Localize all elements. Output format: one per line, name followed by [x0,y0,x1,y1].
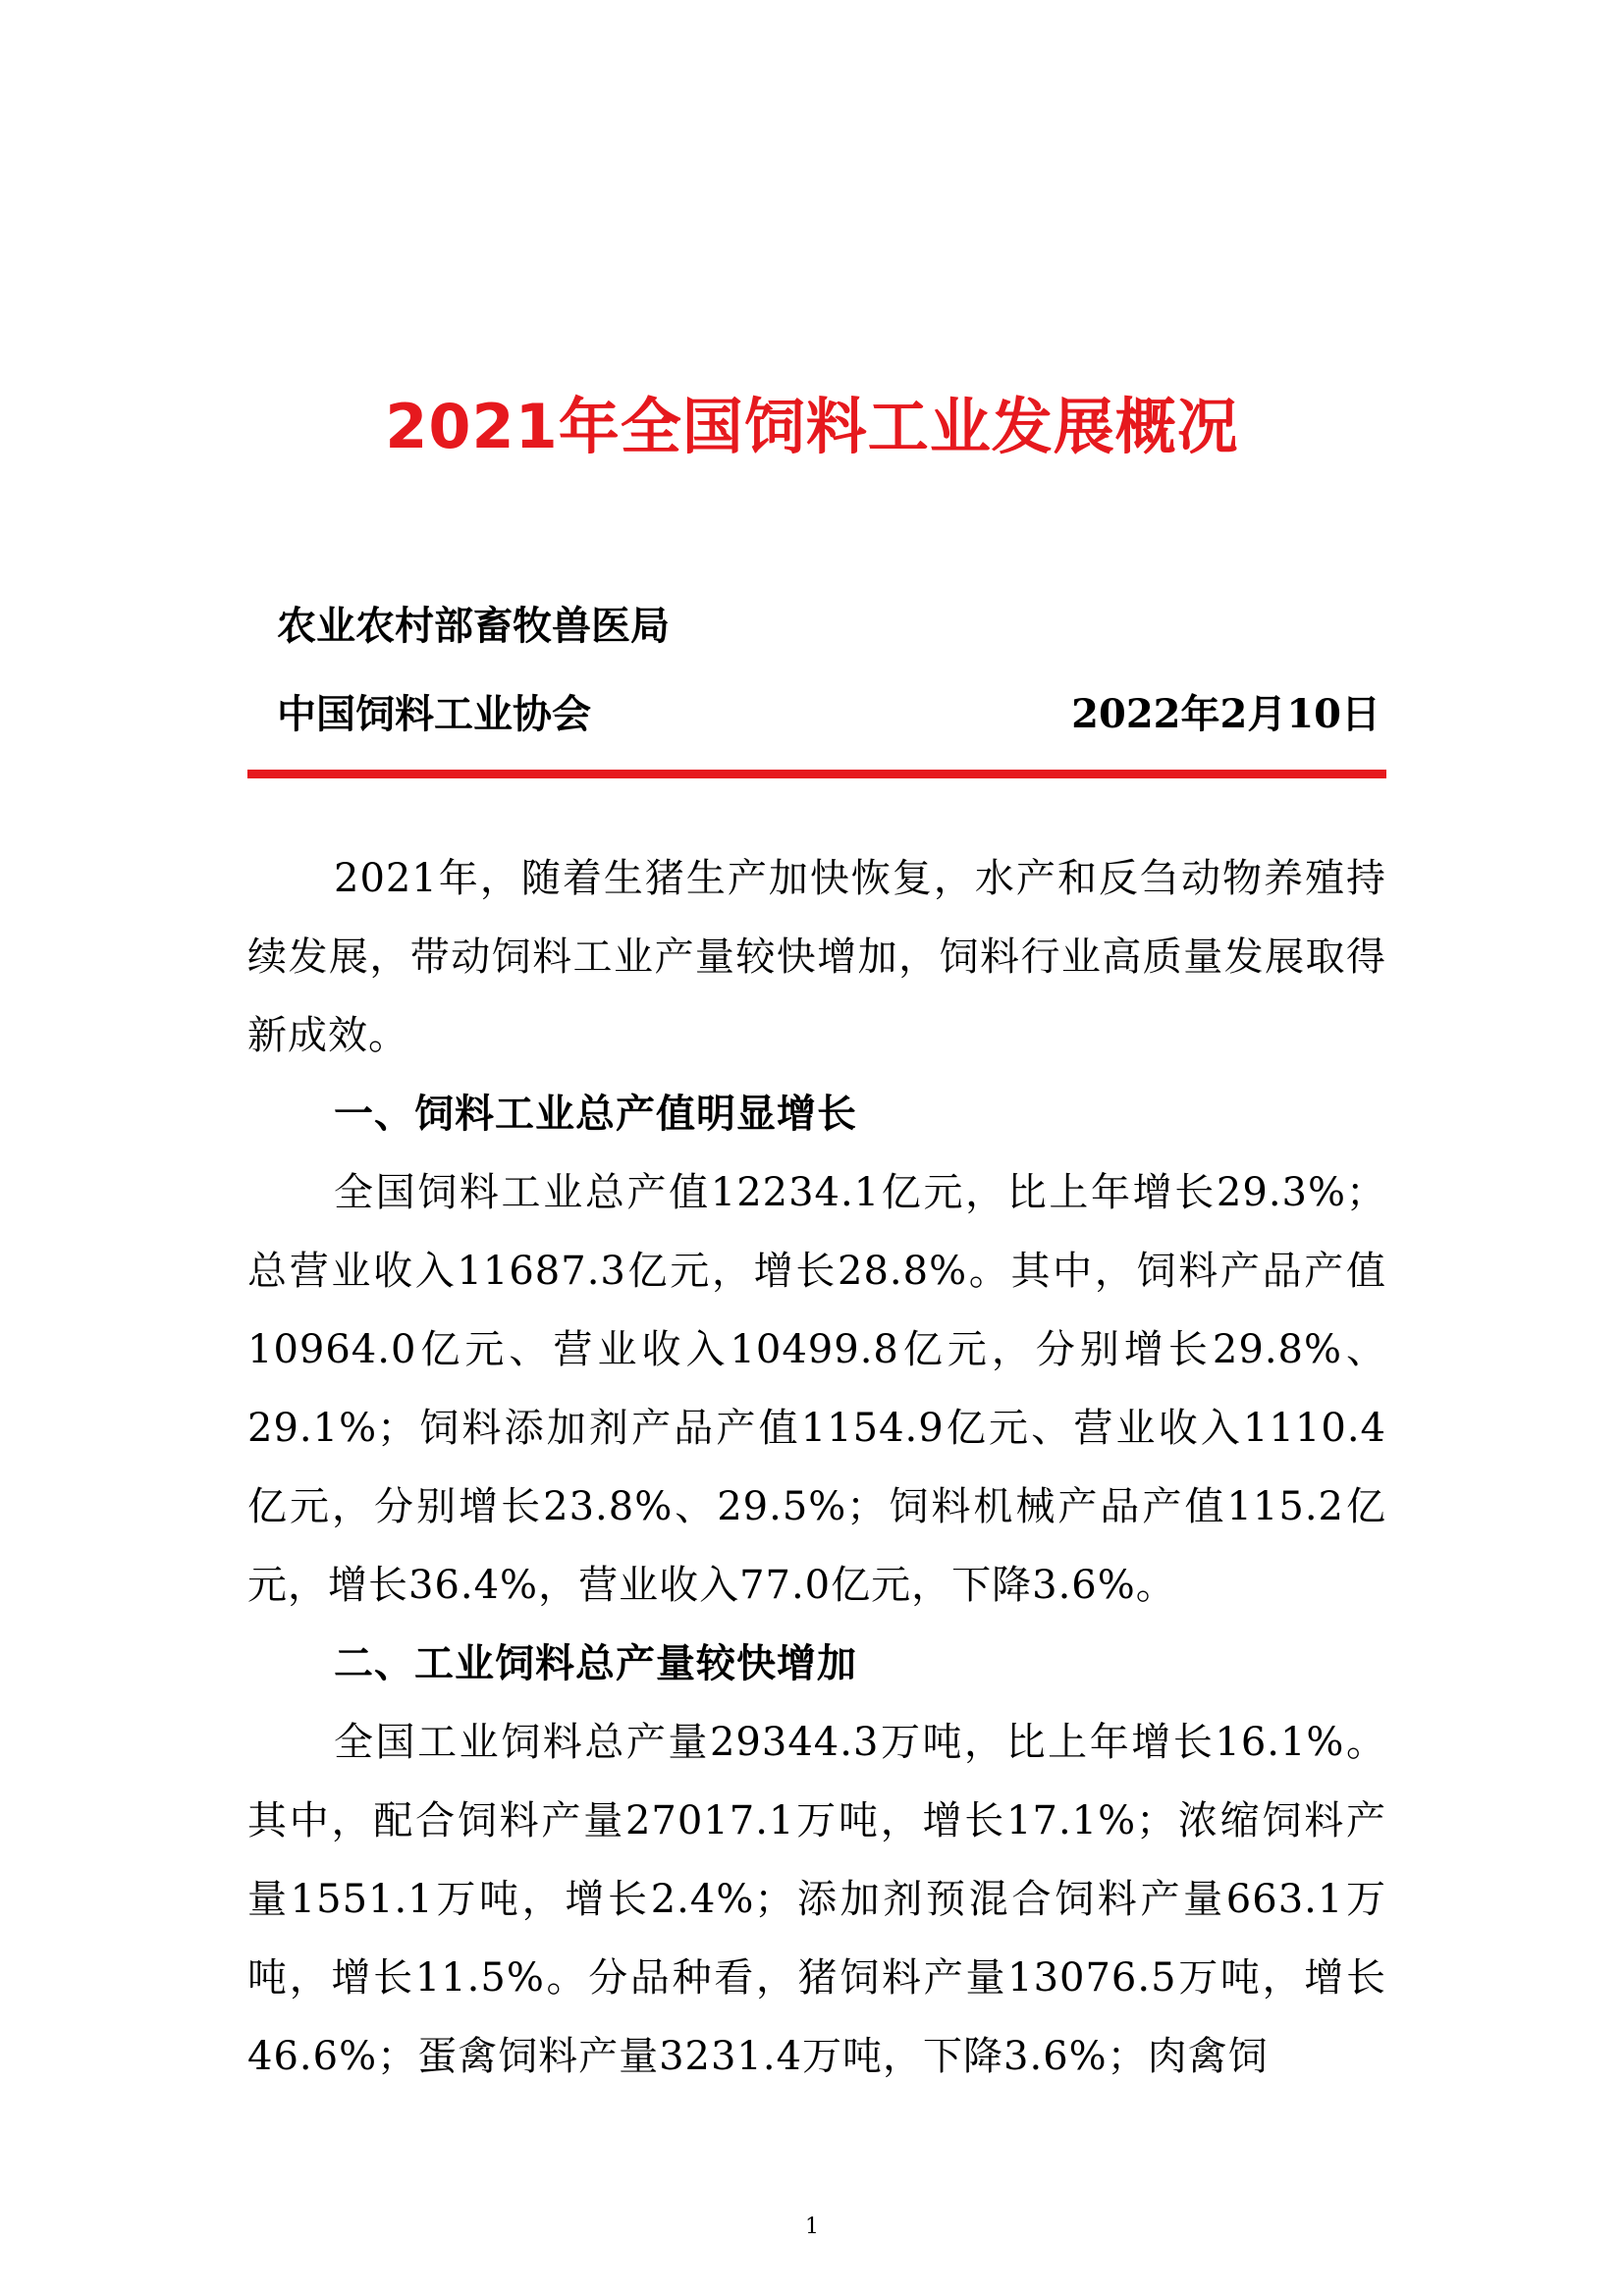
section-paragraph-2: 全国工业饲料总产量29344.3万吨，比上年增长16.1%。其中，配合饲料产量27017.1万吨，增长17.1%；浓缩饲料产量1551.1万吨，增长2.4%；添加剂预混合饲料产量663.1万吨，增长11.5%。分品种看，猪饲料产量13076.5万吨，增长46.6%；蛋禽饲料产量3231.4万吨，下降3.6%；肉禽饲 [247,1720,1386,2079]
intro-paragraph: 2021年，随着生猪生产加快恢复，水产和反刍动物养殖持续发展，带动饲料工业产量较快增加，饲料行业高质量发展取得新成效。 [247,856,1386,1058]
document-title: 2021年全国饲料工业发展概况 [385,391,1239,462]
section-heading-2: 二、工业饲料总产量较快增加 [334,1641,857,1686]
issuer-ministry: 农业农村部畜牧兽医局 [277,604,670,649]
section-paragraph-1: 全国饲料工业总产值12234.1亿元，比上年增长29.3%；总营业收入11687.3亿元，增长28.8%。其中，饲料产品产值10964.0亿元、营业收入10499.8亿元，分别增长29.8%、29.1%；饲料添加剂产品产值1154.9亿元、营业收入1110.4亿元，分别增长23.8%、29.5%；饲料机械产品产值115.2亿元，增长36.4%，营业收入77.0亿元，下降3.6%。 [247,1170,1386,1608]
document-body [247,839,1386,2096]
publication-date: 2022年2月10日 [1071,691,1380,737]
header-divider [247,770,1386,778]
issuer-association: 中国饲料工业协会 [277,692,591,737]
page-number: 1 [805,2215,819,2239]
section-heading-1: 一、饲料工业总产值明显增长 [334,1092,857,1137]
